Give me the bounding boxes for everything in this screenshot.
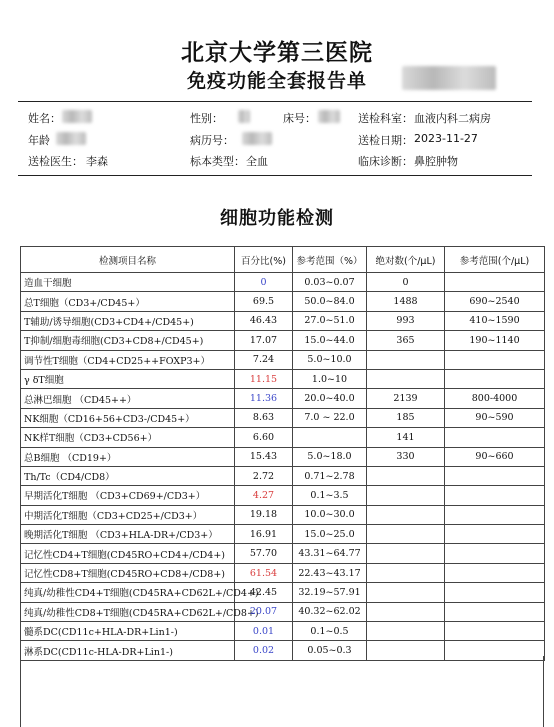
cell-ref-range: 43.31~64.77 [293, 544, 367, 563]
cell-absolute [367, 350, 445, 369]
cell-ref-range: 0.1~0.5 [293, 622, 367, 641]
results-table [20, 246, 545, 661]
redacted-barcode [402, 66, 496, 90]
date-label: 送检日期： [358, 134, 413, 147]
specimen-label: 标本类型： [190, 155, 245, 168]
cell-ref-range: 15.0~44.0 [293, 331, 367, 350]
table-row [21, 544, 545, 563]
gender-label: 性别： [190, 112, 223, 125]
cell-ref-range: 32.19~57.91 [293, 583, 367, 602]
cell-item-name: 纯真/幼稚性CD4+T细胞(CD45RA+CD62L+/CD4+) [21, 583, 235, 602]
cell-absolute-ref [445, 505, 545, 524]
cell-percent: 0.01 [235, 622, 293, 641]
cell-item-name: NK细胞（CD16+56+CD3-/CD45+） [21, 408, 235, 427]
cell-ref-range: 5.0~18.0 [293, 447, 367, 466]
cell-item-name: NK样T细胞（CD3+CD56+） [21, 428, 235, 447]
cell-percent: 17.07 [235, 331, 293, 350]
cell-absolute-ref [445, 583, 545, 602]
cell-percent: 61.54 [235, 563, 293, 582]
dept-label: 送检科室： [358, 112, 413, 125]
cell-absolute-ref [445, 544, 545, 563]
cell-item-name: 髓系DC(CD11c+HLA-DR+Lin1-) [21, 622, 235, 641]
table-row [21, 447, 545, 466]
cell-absolute [367, 505, 445, 524]
cell-item-name: Th/Tc（CD4/CD8） [21, 466, 235, 485]
cell-absolute [367, 466, 445, 485]
cell-item-name: γ δT细胞 [21, 369, 235, 388]
cell-absolute: 185 [367, 408, 445, 427]
cell-absolute-ref [445, 602, 545, 621]
doctor-value: 李森 [86, 155, 108, 168]
cell-percent: 46.43 [235, 311, 293, 330]
cell-absolute: 993 [367, 311, 445, 330]
report-title: 免疫功能全套报告单 [186, 70, 367, 92]
cell-percent: 2.72 [235, 466, 293, 485]
cell-absolute: 2139 [367, 389, 445, 408]
table-row [21, 389, 545, 408]
cell-percent: 11.36 [235, 389, 293, 408]
diagnosis-value: 鼻腔肿物 [414, 155, 458, 168]
cell-item-name: 纯真/幼稚性CD8+T细胞(CD45RA+CD62L+/CD8+) [21, 602, 235, 621]
cell-absolute-ref [445, 525, 545, 544]
cell-item-name: 中期活化T细胞（CD3+CD25+/CD3+） [21, 505, 235, 524]
cell-ref-range: 15.0~25.0 [293, 525, 367, 544]
cell-percent: 0 [235, 273, 293, 292]
cell-absolute: 141 [367, 428, 445, 447]
redacted-name [62, 110, 92, 123]
cell-absolute-ref: 90~590 [445, 408, 545, 427]
cell-absolute [367, 602, 445, 621]
table-row [21, 486, 545, 505]
column-header-percent: 百分比(%) [235, 247, 293, 273]
cell-ref-range: 40.32~62.02 [293, 602, 367, 621]
cell-percent: 0.02 [235, 641, 293, 660]
cell-absolute [367, 369, 445, 388]
table-header-row [21, 247, 545, 273]
cell-absolute-ref: 410~1590 [445, 311, 545, 330]
record-number-label: 病历号： [190, 134, 234, 147]
cell-item-name: 记忆性CD4+T细胞(CD45RO+CD4+/CD4+) [21, 544, 235, 563]
cell-absolute: 365 [367, 331, 445, 350]
cell-absolute-ref [445, 486, 545, 505]
table-row [21, 505, 545, 524]
header-divider-top [18, 101, 532, 102]
redacted-gender [238, 110, 250, 123]
table-row [21, 408, 545, 427]
column-header-ref-range: 参考范围（%） [293, 247, 367, 273]
cell-absolute: 0 [367, 273, 445, 292]
column-header-absolute-ref: 参考范围(个/μL) [445, 247, 545, 273]
cell-item-name: T抑制/细胞毒细胞(CD3+CD8+/CD45+) [21, 331, 235, 350]
cell-percent: 4.27 [235, 486, 293, 505]
table-row [21, 563, 545, 582]
cell-absolute: 1488 [367, 292, 445, 311]
age-label: 年龄 [28, 134, 50, 147]
cell-item-name: 造血干细胞 [21, 273, 235, 292]
cell-percent: 16.91 [235, 525, 293, 544]
cell-item-name: 淋系DC(CD11c-HLA-DR+Lin1-) [21, 641, 235, 660]
cell-percent: 15.43 [235, 447, 293, 466]
cell-item-name: 总淋巴细胞 （CD45++） [21, 389, 235, 408]
date-value: 2023-11-27 [414, 132, 478, 145]
table-row [21, 369, 545, 388]
cell-item-name: T辅助/诱导细胞(CD3+CD4+/CD45+) [21, 311, 235, 330]
hospital-name: 北京大学第三医院 [181, 39, 373, 66]
table-row [21, 331, 545, 350]
cell-item-name: 晚期活化T细胞 （CD3+HLA-DR+/CD3+） [21, 525, 235, 544]
cell-absolute-ref: 190~1140 [445, 331, 545, 350]
cell-percent: 42.45 [235, 583, 293, 602]
column-header-item: 检测项目名称 [21, 247, 235, 273]
section-title: 细胞功能检测 [220, 208, 334, 229]
cell-ref-range: 27.0~51.0 [293, 311, 367, 330]
name-label: 姓名： [28, 112, 61, 125]
cell-percent: 7.24 [235, 350, 293, 369]
cell-absolute-ref: 800-4000 [445, 389, 545, 408]
table-row [21, 311, 545, 330]
cell-ref-range: 1.0~10 [293, 369, 367, 388]
cell-ref-range: 22.43~43.17 [293, 563, 367, 582]
table-row [21, 350, 545, 369]
cell-absolute [367, 622, 445, 641]
table-empty-frame [20, 656, 544, 727]
cell-absolute-ref: 90~660 [445, 447, 545, 466]
cell-absolute-ref [445, 350, 545, 369]
redacted-record-number [242, 132, 272, 145]
cell-absolute [367, 486, 445, 505]
cell-ref-range: 0.71~2.78 [293, 466, 367, 485]
cell-absolute [367, 525, 445, 544]
table-row [21, 622, 545, 641]
doctor-label: 送检医生： [28, 155, 83, 168]
cell-percent: 6.60 [235, 428, 293, 447]
table-row [21, 583, 545, 602]
specimen-value: 全血 [246, 155, 268, 168]
cell-percent: 20.07 [235, 602, 293, 621]
cell-absolute-ref [445, 466, 545, 485]
cell-item-name: 调节性T细胞（CD4+CD25++FOXP3+） [21, 350, 235, 369]
cell-ref-range: 50.0~84.0 [293, 292, 367, 311]
table-row [21, 428, 545, 447]
cell-item-name: 记忆性CD8+T细胞(CD45RO+CD8+/CD8+) [21, 563, 235, 582]
cell-ref-range: 0.05~0.3 [293, 641, 367, 660]
cell-percent: 57.70 [235, 544, 293, 563]
table-body [21, 273, 545, 661]
table-row [21, 525, 545, 544]
cell-ref-range: 20.0~40.0 [293, 389, 367, 408]
column-header-absolute: 绝对数(个/μL) [367, 247, 445, 273]
cell-absolute-ref [445, 369, 545, 388]
cell-percent: 11.15 [235, 369, 293, 388]
cell-percent: 19.18 [235, 505, 293, 524]
cell-absolute: 330 [367, 447, 445, 466]
cell-item-name: 总B细胞 （CD19+） [21, 447, 235, 466]
cell-ref-range: 5.0~10.0 [293, 350, 367, 369]
cell-ref-range: 0.1~3.5 [293, 486, 367, 505]
cell-item-name: 总T细胞（CD3+/CD45+） [21, 292, 235, 311]
diagnosis-label: 临床诊断： [358, 155, 413, 168]
redacted-age [56, 132, 86, 145]
table-row [21, 466, 545, 485]
cell-absolute [367, 563, 445, 582]
table-row [21, 602, 545, 621]
cell-percent: 8.63 [235, 408, 293, 427]
cell-absolute-ref [445, 622, 545, 641]
cell-ref-range: 10.0~30.0 [293, 505, 367, 524]
cell-percent: 69.5 [235, 292, 293, 311]
cell-absolute-ref [445, 563, 545, 582]
cell-ref-range [293, 428, 367, 447]
cell-absolute-ref [445, 273, 545, 292]
bed-label: 床号： [283, 112, 316, 125]
cell-absolute-ref: 690~2540 [445, 292, 545, 311]
cell-absolute [367, 583, 445, 602]
cell-ref-range: 7.0 ~ 22.0 [293, 408, 367, 427]
table-row [21, 292, 545, 311]
header-divider-bottom [18, 175, 532, 176]
redacted-bed [318, 110, 340, 123]
cell-absolute [367, 544, 445, 563]
table-row [21, 273, 545, 292]
cell-ref-range: 0.03~0.07 [293, 273, 367, 292]
dept-value: 血液内科二病房 [414, 112, 491, 125]
cell-item-name: 早期活化T细胞 （CD3+CD69+/CD3+） [21, 486, 235, 505]
cell-absolute-ref [445, 428, 545, 447]
